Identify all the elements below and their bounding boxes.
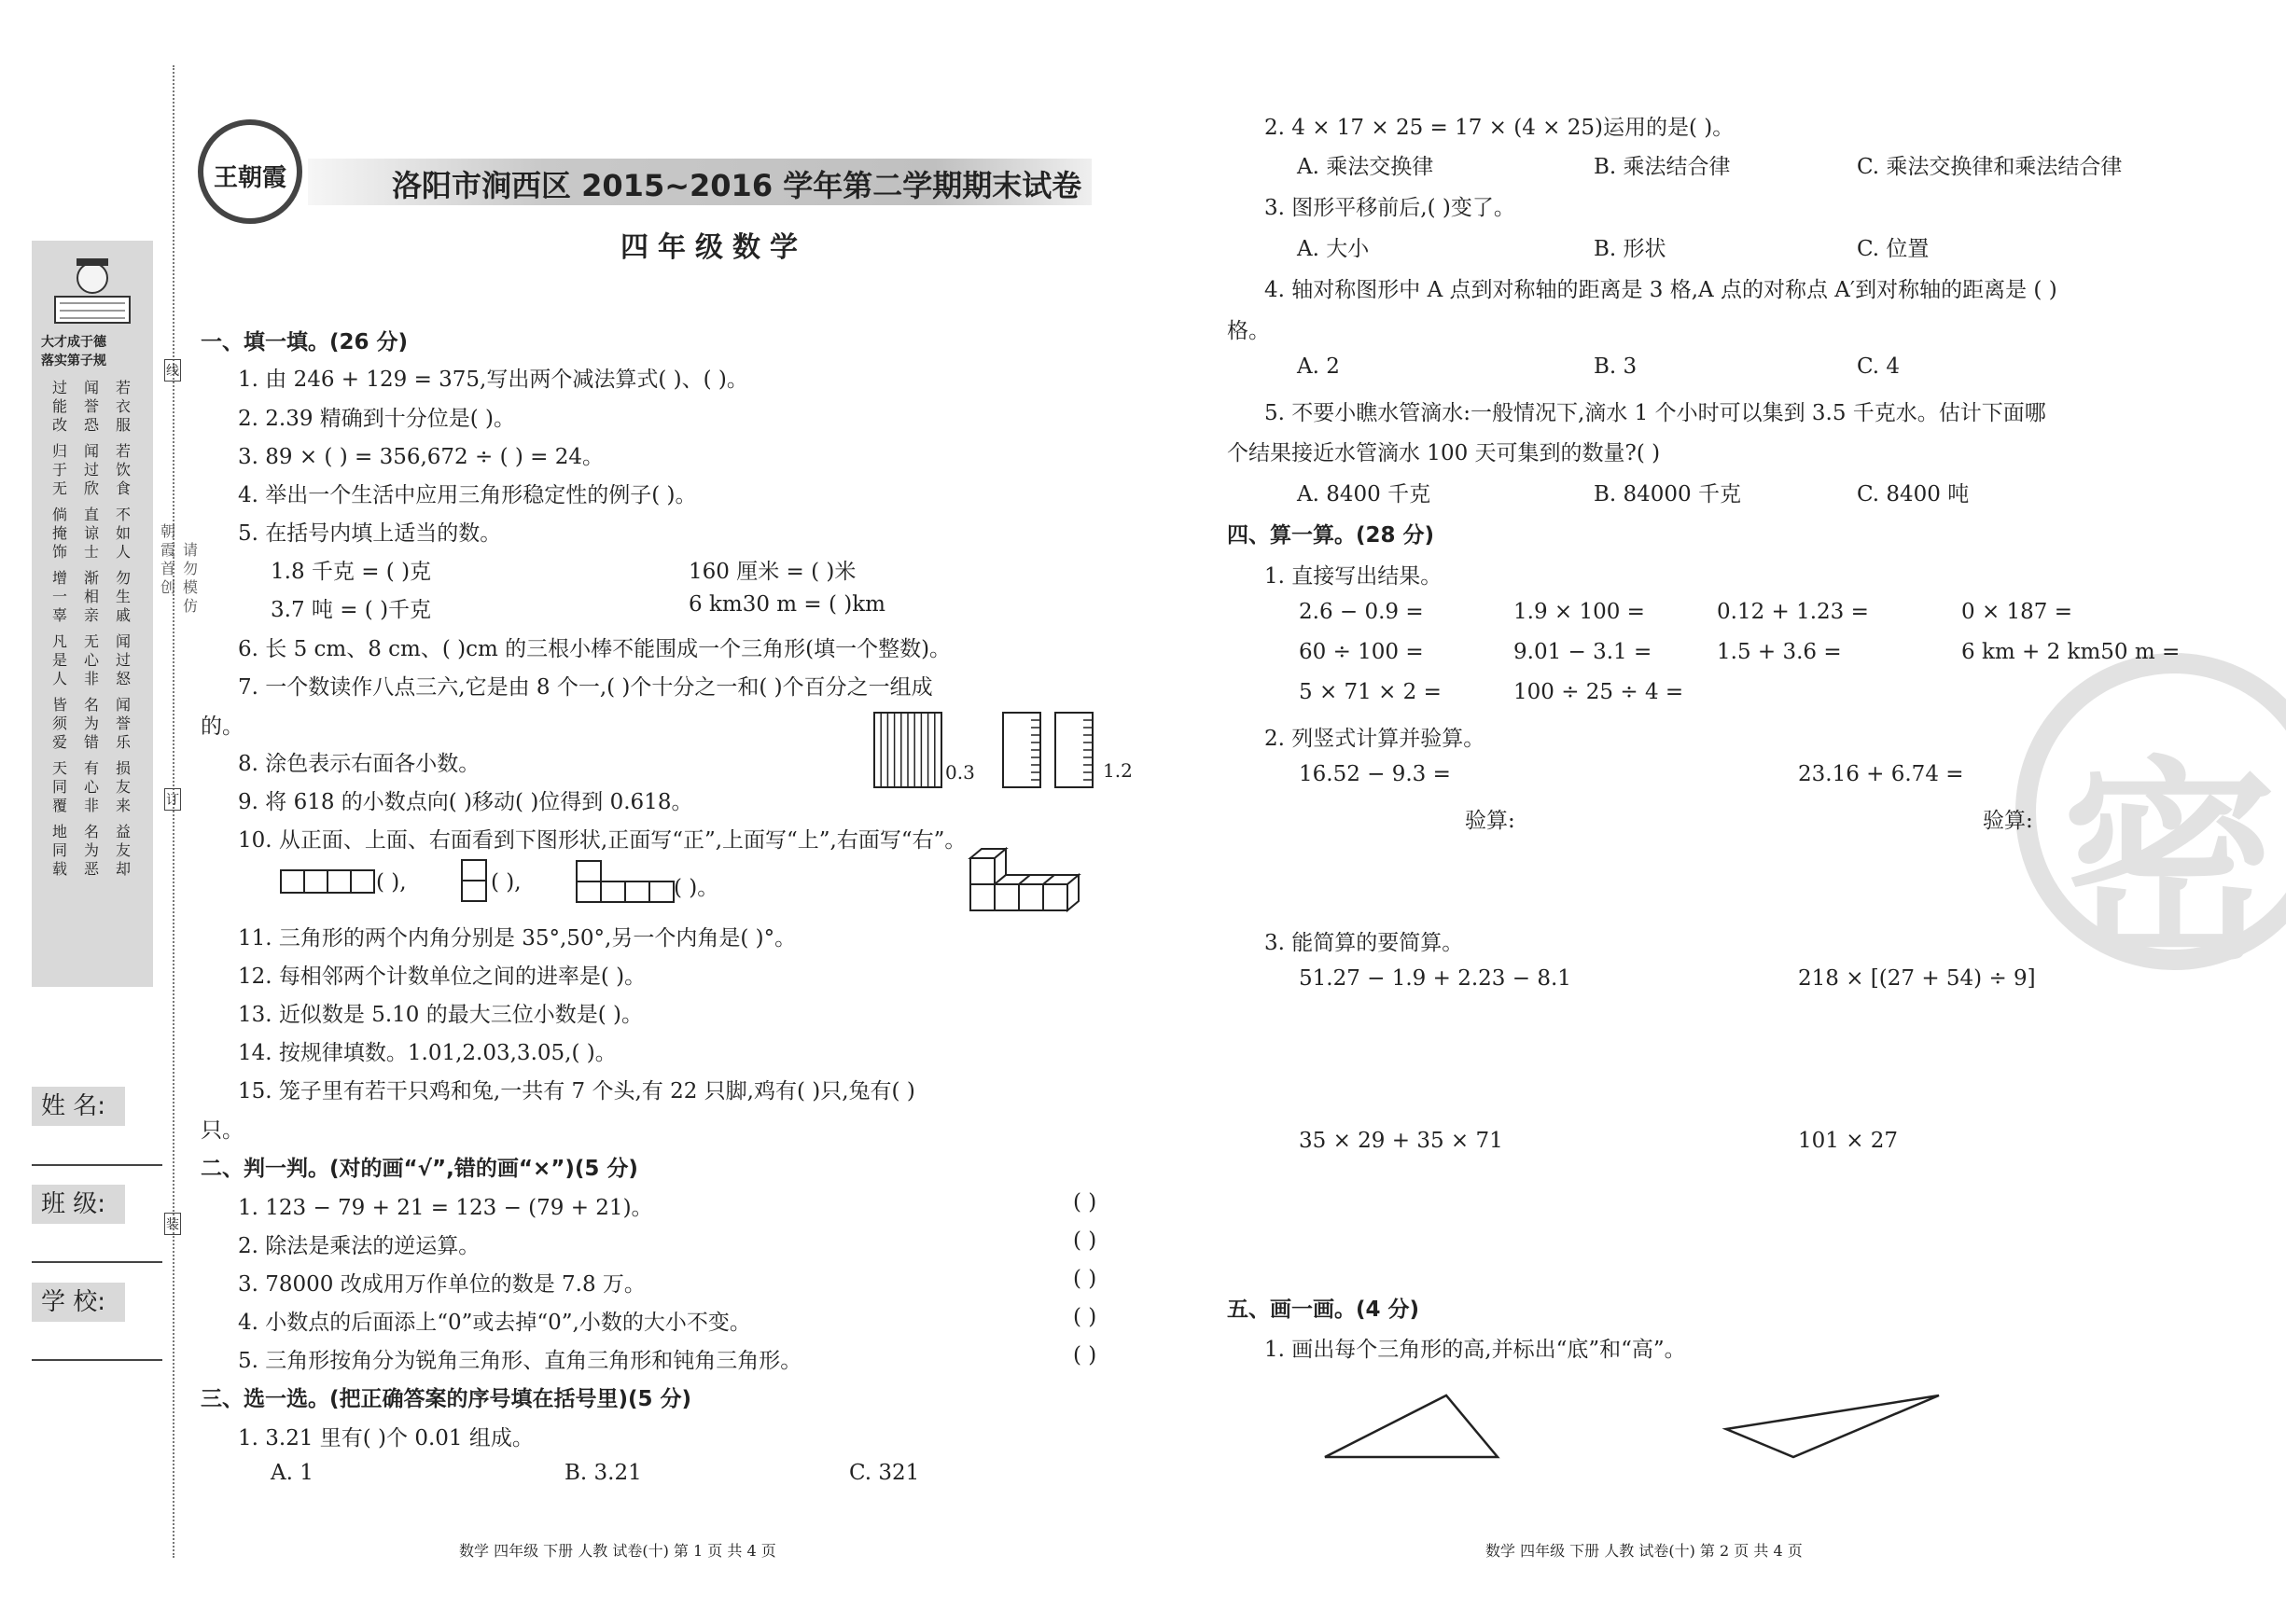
choice-3-option-b: B. 形状 [1594, 237, 1666, 261]
motto-column-1 [52, 379, 67, 879]
motto-column-2 [84, 379, 99, 879]
motto-char: 为 [84, 715, 100, 732]
exam-subtitle: 四年级数学 [620, 231, 807, 264]
choice-4-option-b: B. 3 [1594, 354, 1638, 379]
view-answer-1[interactable]: ( ), [376, 870, 407, 895]
motto-char [116, 435, 131, 442]
motto-char: 改 [52, 416, 68, 434]
choice-4-option-a: A. 2 [1297, 354, 1340, 379]
question-1-5a: 1.8 千克 = ( )克 [271, 560, 432, 584]
choice-question-3: 3. 图形平移前后,( )变了。 [1264, 196, 1515, 220]
cut-mark-1: 线 [164, 359, 181, 382]
motto-char: 直 [84, 506, 100, 523]
school-field[interactable] [32, 1359, 162, 1361]
motto-char: 过 [116, 651, 132, 669]
calc-1-2: 1.9 × 100 = [1513, 600, 1645, 624]
motto-char: 怒 [116, 670, 132, 687]
calc-3-2: 100 ÷ 25 ÷ 4 = [1513, 680, 1684, 704]
question-1-2: 2. 2.39 精确到十分位是( )。 [238, 407, 516, 431]
question-1-13: 13. 近似数是 5.10 的最大三位小数是( )。 [238, 1003, 643, 1027]
choice-2-option-a: A. 乘法交换律 [1297, 155, 1434, 179]
motto-char: 不 [116, 506, 132, 523]
question-1-4: 4. 举出一个生活中应用三角形稳定性的例子( )。 [238, 483, 697, 507]
motto-char: 饰 [52, 543, 68, 561]
choice-5-option-a: A. 8400 千克 [1297, 482, 1431, 507]
section-4-heading: 四、算一算。(28 分) [1227, 523, 1435, 548]
choice-5-option-c: C. 8400 吨 [1857, 482, 1970, 507]
motto-char [84, 688, 99, 696]
question-1-1: 1. 由 246 + 129 = 375,写出两个减法算式( )、( )。 [238, 368, 748, 392]
copyright-char: 请 [183, 541, 199, 559]
motto-char: 增 [52, 569, 68, 587]
motto-char: 勿 [116, 569, 132, 587]
question-1-6: 6. 长 5 cm、8 cm、( )cm 的三根小棒不能围成一个三角形(填一个整数)。 [238, 637, 952, 661]
question-1-5c: 3.7 吨 = ( )千克 [271, 598, 432, 622]
vertical-calc-b: 23.16 + 6.74 = [1798, 762, 1964, 786]
calc-question-3: 3. 能简算的要简算。 [1264, 931, 1464, 955]
motto-char: 谅 [84, 524, 100, 542]
judge-item-3: 3. 78000 改成用万作单位的数是 7.8 万。 [238, 1272, 646, 1297]
motto-char: 心 [84, 778, 100, 796]
left-page-footer: 数学 四年级 下册 人教 试卷(十) 第 1 页 共 4 页 [459, 1542, 776, 1560]
grid-label-0-3: 0.3 [945, 761, 975, 784]
motto-char [84, 498, 99, 506]
motto-char: 倘 [52, 506, 68, 523]
view-shape-1 [280, 866, 383, 897]
question-1-10: 10. 从正面、上面、右面看到下图形状,正面写“正”,上面写“上”,右面写“右”。 [238, 828, 967, 853]
section-2-heading: 二、判一判。(对的画“√”,错的画“×”)(5 分) [201, 1157, 638, 1181]
motto-line-1: 大才成于德 [41, 335, 106, 350]
motto-char: 若 [116, 442, 132, 460]
motto-char [52, 815, 67, 823]
motto-char: 衣 [116, 397, 132, 415]
copyright-char: 朝 [160, 522, 176, 540]
view-answer-3[interactable]: ( )。 [674, 876, 719, 900]
question-1-7b: 的。 [201, 715, 244, 739]
triangle-figures [1316, 1390, 1969, 1464]
section-1-heading: 一、填一填。(26 分) [201, 330, 409, 354]
copyright-notice-1 [160, 522, 175, 597]
choice-3-option-c: C. 位置 [1857, 237, 1930, 261]
motto-line-2: 落实第子规 [41, 354, 106, 368]
choice-2-option-c: C. 乘法交换律和乘法结合律 [1857, 155, 2123, 179]
motto-char: 生 [116, 588, 132, 605]
judge-item-4: 4. 小数点的后面添上“0”或去掉“0”,小数的大小不变。 [238, 1311, 751, 1335]
motto-char: 皆 [52, 696, 68, 714]
calc-question-2: 2. 列竖式计算并验算。 [1264, 727, 1485, 751]
choice-question-4a: 4. 轴对称图形中 A 点到对称轴的距离是 3 格,A 点的对称点 A′到对称轴的距离是 ( ) [1264, 278, 2057, 302]
motto-column-3 [116, 379, 131, 879]
motto-char: 一 [52, 588, 68, 605]
question-1-9: 9. 将 618 的小数点向( )移动( )位得到 0.618。 [238, 790, 693, 814]
right-page-footer: 数学 四年级 下册 人教 试卷(十) 第 2 页 共 4 页 [1485, 1542, 1803, 1560]
calc-1-4: 0 × 187 = [1961, 600, 2073, 624]
motto-char: 恶 [84, 860, 100, 878]
motto-char: 友 [116, 841, 132, 859]
motto-char [84, 562, 99, 569]
motto-char: 无 [52, 479, 68, 497]
motto-char [116, 498, 131, 506]
simplify-calc-a: 51.27 − 1.9 + 2.23 − 8.1 [1299, 966, 1571, 991]
vertical-calc-a: 16.52 − 9.3 = [1299, 762, 1451, 786]
question-1-3: 3. 89 × ( ) = 356,672 ÷ ( ) = 24。 [238, 445, 604, 469]
motto-char [116, 688, 131, 696]
motto-char [84, 435, 99, 442]
motto-char: 非 [84, 670, 100, 687]
motto-char: 心 [84, 651, 100, 669]
exam-title: 洛阳市涧西区 2015~2016 学年第二学期期末试卷 [392, 168, 1082, 203]
motto-char: 誉 [116, 715, 132, 732]
name-field[interactable] [32, 1164, 162, 1166]
choice-5-option-b: B. 84000 千克 [1594, 482, 1742, 507]
motto-char: 人 [52, 670, 68, 687]
seal-char: 密 [2062, 740, 2278, 989]
motto-char: 须 [52, 715, 68, 732]
section-5-heading: 五、画一画。(4 分) [1227, 1298, 1420, 1322]
choice-question-4b: 格。 [1227, 319, 1270, 343]
question-1-5b: 160 厘米 = ( )米 [689, 560, 857, 584]
motto-char: 是 [52, 651, 68, 669]
question-1-12: 12. 每相邻两个计数单位之间的进率是( )。 [238, 965, 647, 989]
motto-char: 爱 [52, 733, 68, 751]
motto-char: 服 [116, 416, 132, 434]
view-answer-2[interactable]: ( ), [491, 870, 522, 895]
copyright-char: 勿 [183, 560, 199, 577]
choice-question-5b: 个结果接近水管滴水 100 天可集到的数量?( ) [1227, 441, 1661, 465]
motto-char: 亲 [84, 606, 100, 624]
motto-char: 相 [84, 588, 100, 605]
motto-char [116, 625, 131, 632]
question-1-15a: 15. 笼子里有若干只鸡和兔,一共有 7 个头,有 22 只脚,鸡有( )只,兔有( ) [238, 1079, 915, 1103]
copyright-char: 首 [160, 560, 176, 577]
motto-char: 士 [84, 543, 100, 561]
motto-char: 名 [84, 823, 100, 840]
motto-char [52, 562, 67, 569]
view-shape-3 [575, 858, 681, 905]
motto-char: 却 [116, 860, 132, 878]
judge-answer-1[interactable]: ( ) [1073, 1190, 1097, 1215]
scholar-figure-icon [32, 245, 153, 339]
calc-2-1: 60 ÷ 100 = [1299, 640, 1424, 664]
choice-question-1: 1. 3.21 里有( )个 0.01 组成。 [238, 1426, 534, 1450]
copyright-char: 霞 [160, 541, 176, 559]
calc-question-1: 1. 直接写出结果。 [1264, 564, 1443, 589]
motto-char: 地 [52, 823, 68, 840]
simplify-calc-c: 35 × 29 + 35 × 71 [1299, 1129, 1503, 1153]
class-field[interactable] [32, 1261, 162, 1263]
motto-char: 为 [84, 841, 100, 859]
motto-char: 来 [116, 797, 132, 814]
motto-char: 若 [116, 379, 132, 396]
motto-char: 渐 [84, 569, 100, 587]
choice-question-2: 2. 4 × 17 × 25 = 17 × (4 × 25)运用的是( )。 [1264, 116, 1735, 140]
calc-3-1: 5 × 71 × 2 = [1299, 680, 1442, 704]
choice-4-option-c: C. 4 [1857, 354, 1901, 379]
simplify-calc-d: 101 × 27 [1798, 1129, 1899, 1153]
grid-label-1-2: 1.2 [1103, 759, 1133, 782]
name-label: 姓 名: [32, 1087, 125, 1126]
motto-sidebar [32, 241, 153, 987]
draw-question-1: 1. 画出每个三角形的高,并标出“底”和“高”。 [1264, 1338, 1686, 1362]
motto-char: 食 [116, 479, 132, 497]
check-label-a: 验算: [1465, 809, 1515, 833]
motto-char [52, 625, 67, 632]
motto-char: 载 [52, 860, 68, 878]
motto-char: 过 [52, 379, 68, 396]
cut-mark-2: 订 [164, 788, 181, 811]
motto-char: 闻 [116, 632, 132, 650]
motto-char [116, 562, 131, 569]
motto-char [84, 752, 99, 759]
motto-char [52, 688, 67, 696]
choice-1-option-b: B. 3.21 [565, 1461, 642, 1485]
motto-char: 闻 [84, 442, 100, 460]
motto-char: 辜 [52, 606, 68, 624]
motto-char: 闻 [84, 379, 100, 396]
motto-char: 欣 [84, 479, 100, 497]
judge-item-5: 5. 三角形按角分为锐角三角形、直角三角形和钝角三角形。 [238, 1349, 802, 1373]
motto-char: 能 [52, 397, 68, 415]
motto-char: 非 [84, 797, 100, 814]
choice-3-option-a: A. 大小 [1297, 237, 1370, 261]
question-1-7a: 7. 一个数读作八点三六,它是由 8 个一,( )个十分之一和( )个百分之一组成 [238, 675, 933, 700]
copyright-notice-2 [183, 541, 198, 616]
motto-char [52, 435, 67, 442]
judge-answer-3[interactable]: ( ) [1073, 1267, 1097, 1291]
judge-item-1: 1. 123 − 79 + 21 = 123 − (79 + 21)。 [238, 1196, 653, 1220]
question-1-5: 5. 在括号内填上适当的数。 [238, 521, 502, 546]
calc-2-3: 1.5 + 3.6 = [1717, 640, 1842, 664]
logo-text: 王朝霞 [213, 164, 286, 192]
motto-char: 掩 [52, 524, 68, 542]
motto-char: 同 [52, 778, 68, 796]
motto-char: 过 [84, 461, 100, 479]
choice-1-option-a: A. 1 [271, 1461, 314, 1485]
view-shape-2 [459, 858, 491, 905]
question-1-8: 8. 涂色表示右面各小数。 [238, 752, 481, 776]
judge-item-2: 2. 除法是乘法的逆运算。 [238, 1234, 481, 1258]
motto-char: 凡 [52, 632, 68, 650]
motto-char: 闻 [116, 696, 132, 714]
calc-1-1: 2.6 − 0.9 = [1299, 600, 1424, 624]
calc-2-2: 9.01 − 3.1 = [1513, 640, 1652, 664]
question-1-14: 14. 按规律填数。1.01,2.03,3.05,( )。 [238, 1041, 617, 1065]
copyright-char: 仿 [183, 597, 199, 615]
calc-1-3: 0.12 + 1.23 = [1717, 600, 1869, 624]
judge-answer-2[interactable]: ( ) [1073, 1228, 1097, 1253]
motto-char: 恐 [84, 416, 100, 434]
motto-char: 益 [116, 823, 132, 840]
school-label: 学 校: [32, 1283, 125, 1322]
judge-answer-5[interactable]: ( ) [1073, 1343, 1097, 1367]
copyright-char: 模 [183, 578, 199, 596]
motto-char [116, 752, 131, 759]
motto-char: 乐 [116, 733, 132, 751]
choice-question-5a: 5. 不要小瞧水管滴水:一般情况下,滴水 1 个小时可以集到 3.5 千克水。估计下面哪 [1264, 401, 2046, 425]
motto-char: 同 [52, 841, 68, 859]
check-label-b: 验算: [1983, 809, 2033, 833]
binding-dotted-line [173, 65, 174, 1558]
choice-2-option-b: B. 乘法结合律 [1594, 155, 1731, 179]
section-3-heading: 三、选一选。(把正确答案的序号填在括号里)(5 分) [201, 1387, 692, 1411]
judge-answer-4[interactable]: ( ) [1073, 1305, 1097, 1329]
copyright-char: 创 [160, 578, 176, 596]
simplify-calc-b: 218 × [(27 + 54) ÷ 9] [1798, 966, 2036, 991]
motto-char [52, 498, 67, 506]
calc-2-4: 6 km + 2 km50 m = [1961, 640, 2181, 664]
motto-char [84, 815, 99, 823]
motto-char: 天 [52, 759, 68, 777]
motto-char: 损 [116, 759, 132, 777]
motto-char: 错 [84, 733, 100, 751]
cube-solid-figure [961, 847, 1110, 914]
motto-char [116, 815, 131, 823]
motto-char: 于 [52, 461, 68, 479]
motto-char: 覆 [52, 797, 68, 814]
class-label: 班 级: [32, 1185, 125, 1224]
motto-char: 如 [116, 524, 132, 542]
motto-char: 戚 [116, 606, 132, 624]
question-1-15b: 只。 [201, 1118, 244, 1143]
choice-1-option-c: C. 321 [849, 1461, 920, 1485]
motto-char: 人 [116, 543, 132, 561]
question-1-11: 11. 三角形的两个内角分别是 35°,50°,另一个内角是( )°。 [238, 926, 797, 951]
motto-char: 友 [116, 778, 132, 796]
motto-char: 归 [52, 442, 68, 460]
motto-char: 饮 [116, 461, 132, 479]
motto-char [52, 752, 67, 759]
motto-char: 名 [84, 696, 100, 714]
motto-char: 有 [84, 759, 100, 777]
motto-char [84, 625, 99, 632]
motto-char: 无 [84, 632, 100, 650]
cut-mark-3: 装 [164, 1213, 181, 1235]
motto-char: 誉 [84, 397, 100, 415]
question-1-5d: 6 km30 m = ( )km [689, 592, 885, 617]
